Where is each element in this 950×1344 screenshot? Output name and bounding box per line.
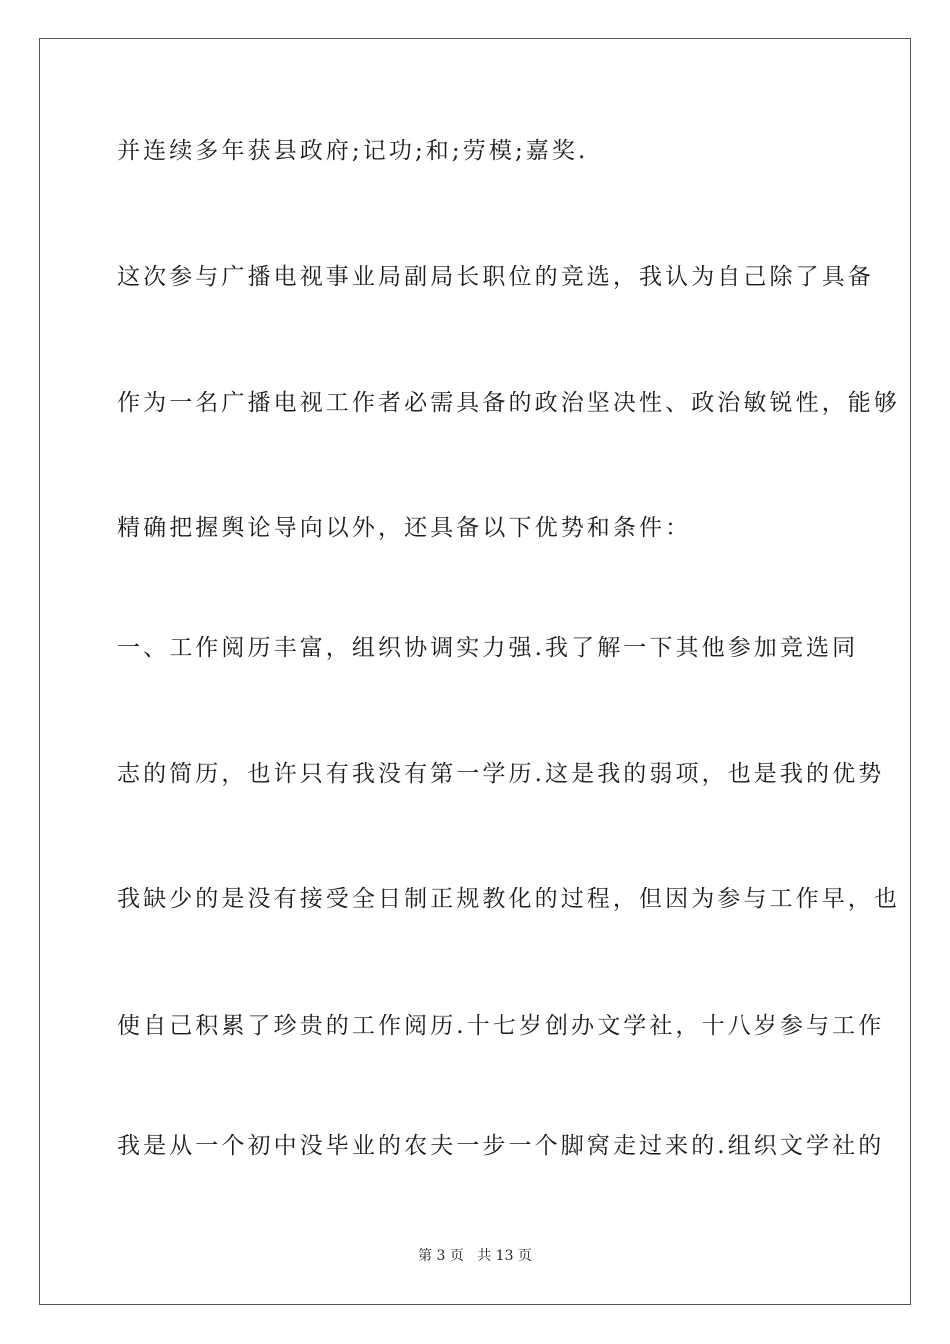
page-number: 第 3 页 <box>418 1248 464 1264</box>
body-text-line: 志的简历，也许只有我没有第一学历.这是我的弱项，也是我的优势 <box>117 761 885 787</box>
page-border <box>39 38 911 1305</box>
body-text-line: 这次参与广播电视事业局副局长职位的竞选，我认为自己除了具备 <box>117 264 874 290</box>
body-text-line: 我是从一个初中没毕业的农夫一步一个脚窝走过来的.组织文学社的 <box>117 1133 885 1159</box>
body-text-line: 我缺少的是没有接受全日制正规教化的过程，但因为参与工作早，也 <box>117 886 900 912</box>
body-text-line: 作为一名广播电视工作者必需具备的政治坚决性、政治敏锐性，能够 <box>117 390 900 416</box>
body-text-line: 一、工作阅历丰富，组织协调实力强.我了解一下其他参加竞选同 <box>117 635 859 661</box>
body-text-line: 使自己积累了珍贵的工作阅历.十七岁创办文学社，十八岁参与工作 <box>117 1013 885 1039</box>
body-text-line: 精确把握舆论导向以外，还具备以下优势和条件： <box>117 515 692 541</box>
page-footer <box>0 1247 950 1265</box>
body-text-line: 并连续多年获县政府;记功;和;劳模;嘉奖. <box>117 138 589 164</box>
page-total: 共 13 页 <box>477 1248 532 1264</box>
